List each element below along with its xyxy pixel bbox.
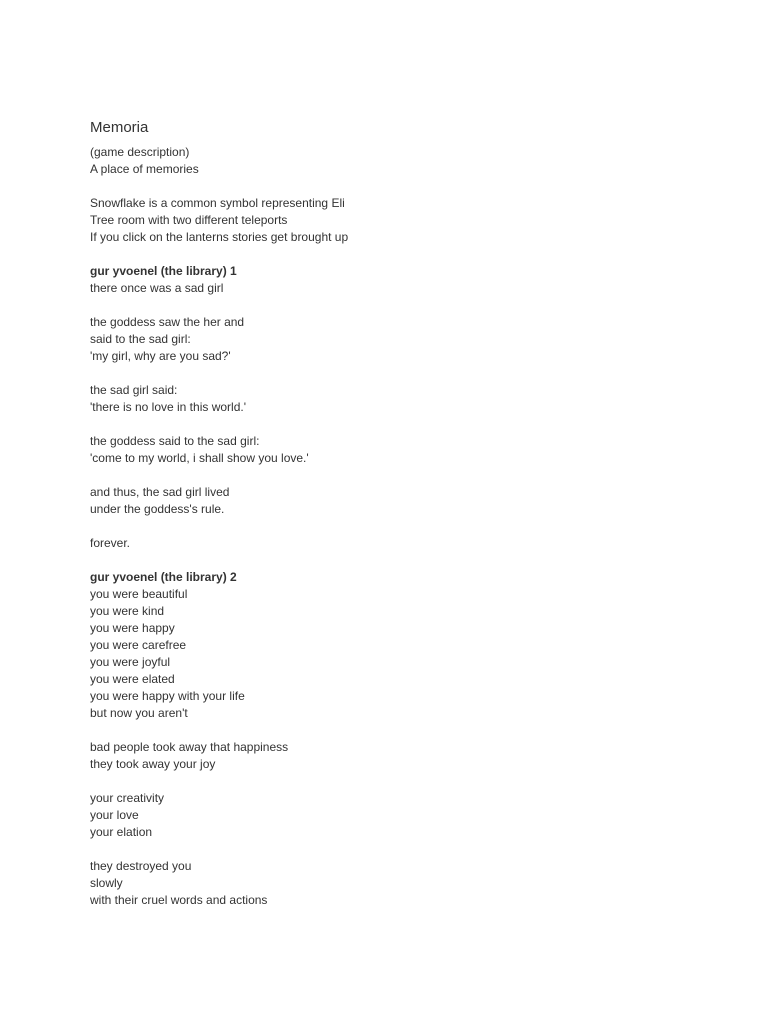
- section-heading: gur yvoenel (the library) 1: [90, 264, 237, 278]
- document-page: [90, 118, 730, 909]
- text-line: said to the sad girl:: [90, 332, 191, 346]
- blank-line: [90, 297, 730, 314]
- blank-line: [90, 416, 730, 433]
- blank-line: [90, 467, 730, 484]
- blank-line: [90, 722, 730, 739]
- text-line: under the goddess's rule.: [90, 502, 225, 516]
- blank-line: [90, 552, 730, 569]
- text-line: forever.: [90, 536, 131, 550]
- text-line: (game description): [90, 145, 190, 159]
- blank-line: [90, 178, 730, 195]
- text-line: If you click on the lanterns stories get brought up: [90, 230, 349, 244]
- text-line: they destroyed you: [90, 859, 192, 873]
- text-line: you were elated: [90, 672, 175, 686]
- text-line: with their cruel words and actions: [90, 893, 268, 907]
- blank-line: [90, 773, 730, 790]
- text-line: you were happy with your life: [90, 689, 245, 703]
- text-line: there once was a sad girl: [90, 281, 224, 295]
- text-line: you were joyful: [90, 655, 171, 669]
- text-line: you were beautiful: [90, 587, 188, 601]
- text-line: you were kind: [90, 604, 165, 618]
- text-line: the goddess said to the sad girl:: [90, 434, 260, 448]
- text-line: 'my girl, why are you sad?': [90, 349, 231, 363]
- text-line: your creativity: [90, 791, 165, 805]
- document-title: Memoria: [90, 119, 149, 136]
- text-line: you were carefree: [90, 638, 187, 652]
- text-line: your love: [90, 808, 139, 822]
- text-line: bad people took away that happiness: [90, 740, 289, 754]
- text-line: but now you aren't: [90, 706, 188, 720]
- text-line: slowly: [90, 876, 123, 890]
- text-line: the sad girl said:: [90, 383, 178, 397]
- blank-line: [90, 365, 730, 382]
- text-line: the goddess saw the her and: [90, 315, 245, 329]
- text-line: 'there is no love in this world.': [90, 400, 246, 414]
- text-line: and thus, the sad girl lived: [90, 485, 230, 499]
- text-line: 'come to my world, i shall show you love.': [90, 451, 309, 465]
- blank-line: [90, 841, 730, 858]
- text-line: you were happy: [90, 621, 175, 635]
- text-line: your elation: [90, 825, 153, 839]
- text-line: Tree room with two different teleports: [90, 213, 288, 227]
- text-line: A place of memories: [90, 162, 199, 176]
- blank-line: [90, 246, 730, 263]
- document-body: [90, 144, 730, 909]
- blank-line: [90, 518, 730, 535]
- text-line: they took away your joy: [90, 757, 216, 771]
- section-heading: gur yvoenel (the library) 2: [90, 570, 237, 584]
- text-line: Snowflake is a common symbol representing Eli: [90, 196, 345, 210]
